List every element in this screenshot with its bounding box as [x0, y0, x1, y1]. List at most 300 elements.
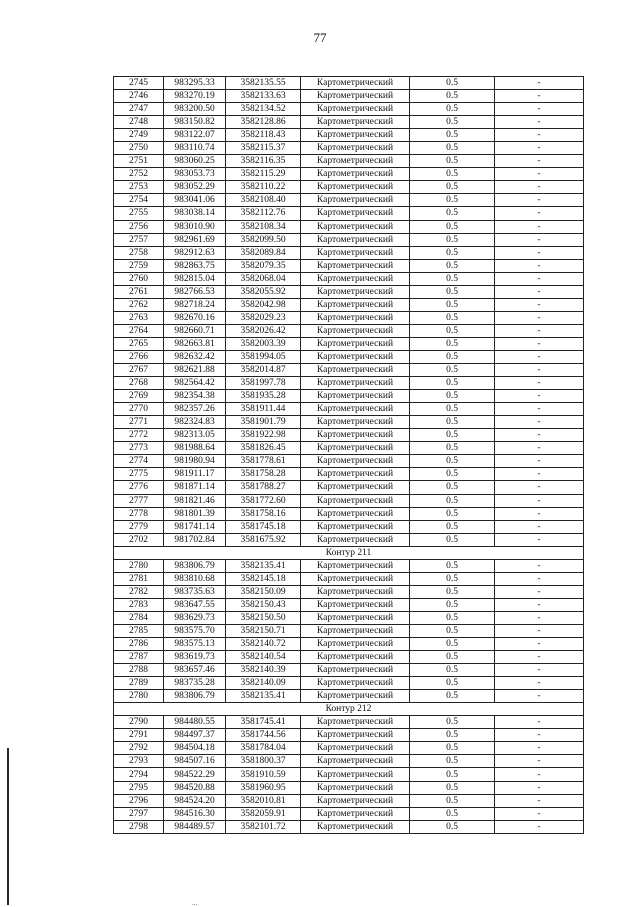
- accuracy-cell: 0.5: [410, 481, 495, 494]
- x-coordinate-cell: 983575.13: [164, 638, 226, 651]
- note-cell: -: [495, 598, 584, 611]
- table-row: [114, 429, 584, 442]
- accuracy-cell: 0.5: [410, 638, 495, 651]
- y-coordinate-cell: 3581744.56: [226, 729, 301, 742]
- x-coordinate-cell: 983052.29: [164, 181, 226, 194]
- accuracy-cell: 0.5: [410, 455, 495, 468]
- accuracy-cell: 0.5: [410, 298, 495, 311]
- x-coordinate-cell: 982912.63: [164, 246, 226, 259]
- note-cell: -: [495, 337, 584, 350]
- x-coordinate-cell: 983122.07: [164, 129, 226, 142]
- method-cell: Картометрический: [301, 116, 410, 129]
- point-number-cell: 2764: [114, 324, 164, 337]
- accuracy-cell: 0.5: [410, 559, 495, 572]
- y-coordinate-cell: 3581994.05: [226, 350, 301, 363]
- table-row: [114, 742, 584, 755]
- note-cell: -: [495, 90, 584, 103]
- method-cell: Картометрический: [301, 377, 410, 390]
- table-row: [114, 77, 584, 90]
- note-cell: -: [495, 481, 584, 494]
- method-cell: Картометрический: [301, 285, 410, 298]
- accuracy-cell: 0.5: [410, 272, 495, 285]
- point-number-cell: 2765: [114, 337, 164, 350]
- method-cell: Картометрический: [301, 611, 410, 624]
- x-coordinate-cell: 984522.29: [164, 768, 226, 781]
- note-cell: -: [495, 624, 584, 637]
- x-coordinate-cell: 982815.04: [164, 272, 226, 285]
- table-row: [114, 350, 584, 363]
- note-cell: -: [495, 116, 584, 129]
- point-number-cell: 2773: [114, 442, 164, 455]
- accuracy-cell: 0.5: [410, 311, 495, 324]
- accuracy-cell: 0.5: [410, 807, 495, 820]
- point-number-cell: 2745: [114, 77, 164, 90]
- y-coordinate-cell: 3581960.95: [226, 781, 301, 794]
- method-cell: Картометрический: [301, 638, 410, 651]
- x-coordinate-cell: 982660.71: [164, 324, 226, 337]
- y-coordinate-cell: 3582003.39: [226, 337, 301, 350]
- x-coordinate-cell: 984480.55: [164, 716, 226, 729]
- point-number-cell: 2777: [114, 494, 164, 507]
- point-number-cell: 2746: [114, 90, 164, 103]
- table-row: [114, 651, 584, 664]
- table-row: [114, 129, 584, 142]
- x-coordinate-cell: 982961.69: [164, 233, 226, 246]
- method-cell: Картометрический: [301, 794, 410, 807]
- note-cell: -: [495, 716, 584, 729]
- y-coordinate-cell: 3581784.04: [226, 742, 301, 755]
- y-coordinate-cell: 3582089.84: [226, 246, 301, 259]
- x-coordinate-cell: 982863.75: [164, 259, 226, 272]
- method-cell: Картометрический: [301, 507, 410, 520]
- y-coordinate-cell: 3582140.39: [226, 664, 301, 677]
- note-cell: -: [495, 755, 584, 768]
- accuracy-cell: 0.5: [410, 259, 495, 272]
- method-cell: Картометрический: [301, 103, 410, 116]
- point-number-cell: 2749: [114, 129, 164, 142]
- method-cell: Картометрический: [301, 168, 410, 181]
- point-number-cell: 2770: [114, 403, 164, 416]
- y-coordinate-cell: 3582059.91: [226, 807, 301, 820]
- accuracy-cell: 0.5: [410, 350, 495, 363]
- x-coordinate-cell: 983810.68: [164, 572, 226, 585]
- x-coordinate-cell: 982621.88: [164, 364, 226, 377]
- point-number-cell: 2702: [114, 533, 164, 546]
- table-row: [114, 181, 584, 194]
- x-coordinate-cell: 983735.28: [164, 677, 226, 690]
- x-coordinate-cell: 983575.70: [164, 624, 226, 637]
- note-cell: -: [495, 285, 584, 298]
- accuracy-cell: 0.5: [410, 651, 495, 664]
- table-row: [114, 572, 584, 585]
- method-cell: Картометрический: [301, 390, 410, 403]
- y-coordinate-cell: 3581772.60: [226, 494, 301, 507]
- point-number-cell: 2756: [114, 220, 164, 233]
- accuracy-cell: 0.5: [410, 690, 495, 703]
- y-coordinate-cell: 3582150.43: [226, 598, 301, 611]
- point-number-cell: 2798: [114, 820, 164, 833]
- x-coordinate-cell: 983806.79: [164, 559, 226, 572]
- note-cell: -: [495, 207, 584, 220]
- accuracy-cell: 0.5: [410, 507, 495, 520]
- accuracy-cell: 0.5: [410, 77, 495, 90]
- note-cell: -: [495, 429, 584, 442]
- y-coordinate-cell: 3582135.41: [226, 559, 301, 572]
- y-coordinate-cell: 3582042.98: [226, 298, 301, 311]
- note-cell: -: [495, 324, 584, 337]
- method-cell: Картометрический: [301, 468, 410, 481]
- method-cell: Картометрический: [301, 716, 410, 729]
- x-coordinate-cell: 983806.79: [164, 690, 226, 703]
- accuracy-cell: 0.5: [410, 416, 495, 429]
- note-cell: -: [495, 246, 584, 259]
- x-coordinate-cell: 981702.84: [164, 533, 226, 546]
- method-cell: Картометрический: [301, 494, 410, 507]
- table-row: [114, 455, 584, 468]
- note-cell: -: [495, 311, 584, 324]
- method-cell: Картометрический: [301, 298, 410, 311]
- note-cell: -: [495, 181, 584, 194]
- accuracy-cell: 0.5: [410, 168, 495, 181]
- point-number-cell: 2779: [114, 520, 164, 533]
- note-cell: -: [495, 638, 584, 651]
- table-row: [114, 533, 584, 546]
- method-cell: Картометрический: [301, 781, 410, 794]
- point-number-cell: 2776: [114, 481, 164, 494]
- point-number-cell: 2797: [114, 807, 164, 820]
- x-coordinate-cell: 982663.81: [164, 337, 226, 350]
- y-coordinate-cell: 3582079.35: [226, 259, 301, 272]
- method-cell: Картометрический: [301, 572, 410, 585]
- note-cell: -: [495, 220, 584, 233]
- point-number-cell: 2789: [114, 677, 164, 690]
- accuracy-cell: 0.5: [410, 116, 495, 129]
- x-coordinate-cell: 981821.46: [164, 494, 226, 507]
- accuracy-cell: 0.5: [410, 729, 495, 742]
- method-cell: Картометрический: [301, 442, 410, 455]
- accuracy-cell: 0.5: [410, 103, 495, 116]
- x-coordinate-cell: 983041.06: [164, 194, 226, 207]
- x-coordinate-cell: 983060.25: [164, 155, 226, 168]
- accuracy-cell: 0.5: [410, 194, 495, 207]
- accuracy-cell: 0.5: [410, 129, 495, 142]
- note-cell: -: [495, 350, 584, 363]
- y-coordinate-cell: 3581922.98: [226, 429, 301, 442]
- x-coordinate-cell: 983629.73: [164, 611, 226, 624]
- note-cell: -: [495, 494, 584, 507]
- x-coordinate-cell: 982354.38: [164, 390, 226, 403]
- note-cell: -: [495, 559, 584, 572]
- table-row: [114, 285, 584, 298]
- x-coordinate-cell: 982670.16: [164, 311, 226, 324]
- note-cell: -: [495, 572, 584, 585]
- accuracy-cell: 0.5: [410, 390, 495, 403]
- note-cell: -: [495, 142, 584, 155]
- accuracy-cell: 0.5: [410, 755, 495, 768]
- y-coordinate-cell: 3581745.41: [226, 716, 301, 729]
- y-coordinate-cell: 3581901.79: [226, 416, 301, 429]
- method-cell: Картометрический: [301, 364, 410, 377]
- method-cell: Картометрический: [301, 677, 410, 690]
- point-number-cell: 2761: [114, 285, 164, 298]
- y-coordinate-cell: 3582108.40: [226, 194, 301, 207]
- method-cell: Картометрический: [301, 181, 410, 194]
- accuracy-cell: 0.5: [410, 611, 495, 624]
- x-coordinate-cell: 982357.26: [164, 403, 226, 416]
- table-row: [114, 337, 584, 350]
- x-coordinate-cell: 983647.55: [164, 598, 226, 611]
- table-row: [114, 611, 584, 624]
- method-cell: Картометрический: [301, 533, 410, 546]
- y-coordinate-cell: 3582010.81: [226, 794, 301, 807]
- method-cell: Картометрический: [301, 729, 410, 742]
- table-row: [114, 729, 584, 742]
- method-cell: Картометрический: [301, 820, 410, 833]
- x-coordinate-cell: 981871.14: [164, 481, 226, 494]
- point-number-cell: 2750: [114, 142, 164, 155]
- method-cell: Картометрический: [301, 233, 410, 246]
- note-cell: -: [495, 781, 584, 794]
- table-row: [114, 507, 584, 520]
- y-coordinate-cell: 3582135.55: [226, 77, 301, 90]
- point-number-cell: 2759: [114, 259, 164, 272]
- point-number-cell: 2771: [114, 416, 164, 429]
- point-number-cell: 2752: [114, 168, 164, 181]
- point-number-cell: 2763: [114, 311, 164, 324]
- table-row: [114, 520, 584, 533]
- method-cell: Картометрический: [301, 259, 410, 272]
- method-cell: Картометрический: [301, 77, 410, 90]
- point-number-cell: 2783: [114, 598, 164, 611]
- point-number-cell: 2780: [114, 559, 164, 572]
- method-cell: Картометрический: [301, 403, 410, 416]
- point-number-cell: 2755: [114, 207, 164, 220]
- y-coordinate-cell: 3581997.78: [226, 377, 301, 390]
- y-coordinate-cell: 3582014.87: [226, 364, 301, 377]
- note-cell: -: [495, 103, 584, 116]
- table-row: [114, 272, 584, 285]
- y-coordinate-cell: 3582145.18: [226, 572, 301, 585]
- point-number-cell: 2753: [114, 181, 164, 194]
- x-coordinate-cell: 981911.17: [164, 468, 226, 481]
- method-cell: Картометрический: [301, 742, 410, 755]
- table-row: [114, 324, 584, 337]
- table-row: [114, 481, 584, 494]
- x-coordinate-cell: 983619.73: [164, 651, 226, 664]
- x-coordinate-cell: 983735.63: [164, 585, 226, 598]
- table-row: [114, 220, 584, 233]
- table-row: [114, 259, 584, 272]
- method-cell: Картометрический: [301, 350, 410, 363]
- accuracy-cell: 0.5: [410, 233, 495, 246]
- point-number-cell: 2794: [114, 768, 164, 781]
- method-cell: Картометрический: [301, 455, 410, 468]
- y-coordinate-cell: 3581911.44: [226, 403, 301, 416]
- note-cell: -: [495, 794, 584, 807]
- y-coordinate-cell: 3582150.09: [226, 585, 301, 598]
- x-coordinate-cell: 984507.16: [164, 755, 226, 768]
- point-number-cell: 2788: [114, 664, 164, 677]
- accuracy-cell: 0.5: [410, 781, 495, 794]
- point-number-cell: 2767: [114, 364, 164, 377]
- point-number-cell: 2781: [114, 572, 164, 585]
- point-number-cell: 2754: [114, 194, 164, 207]
- method-cell: Картометрический: [301, 598, 410, 611]
- table-row: [114, 142, 584, 155]
- note-cell: -: [495, 390, 584, 403]
- note-cell: -: [495, 129, 584, 142]
- method-cell: Картометрический: [301, 651, 410, 664]
- y-coordinate-cell: 3582116.35: [226, 155, 301, 168]
- accuracy-cell: 0.5: [410, 442, 495, 455]
- y-coordinate-cell: 3581910.59: [226, 768, 301, 781]
- method-cell: Картометрический: [301, 194, 410, 207]
- contour-label: Контур 211: [114, 546, 584, 559]
- note-cell: -: [495, 416, 584, 429]
- note-cell: -: [495, 259, 584, 272]
- point-number-cell: 2792: [114, 742, 164, 755]
- accuracy-cell: 0.5: [410, 716, 495, 729]
- note-cell: -: [495, 507, 584, 520]
- x-coordinate-cell: 982324.83: [164, 416, 226, 429]
- table-row: [114, 311, 584, 324]
- x-coordinate-cell: 984504.18: [164, 742, 226, 755]
- table-row: [114, 416, 584, 429]
- method-cell: Картометрический: [301, 129, 410, 142]
- method-cell: Картометрический: [301, 272, 410, 285]
- note-cell: -: [495, 729, 584, 742]
- point-number-cell: 2784: [114, 611, 164, 624]
- method-cell: Картометрический: [301, 559, 410, 572]
- accuracy-cell: 0.5: [410, 377, 495, 390]
- y-coordinate-cell: 3582029.23: [226, 311, 301, 324]
- point-number-cell: 2757: [114, 233, 164, 246]
- note-cell: -: [495, 194, 584, 207]
- table-row: [114, 716, 584, 729]
- x-coordinate-cell: 984497.37: [164, 729, 226, 742]
- method-cell: Картометрический: [301, 624, 410, 637]
- y-coordinate-cell: 3582115.29: [226, 168, 301, 181]
- accuracy-cell: 0.5: [410, 572, 495, 585]
- accuracy-cell: 0.5: [410, 664, 495, 677]
- accuracy-cell: 0.5: [410, 155, 495, 168]
- note-cell: -: [495, 768, 584, 781]
- coordinates-table: [113, 76, 584, 834]
- accuracy-cell: 0.5: [410, 429, 495, 442]
- table-row: [114, 246, 584, 259]
- note-cell: -: [495, 468, 584, 481]
- y-coordinate-cell: 3582150.71: [226, 624, 301, 637]
- note-cell: -: [495, 364, 584, 377]
- point-number-cell: 2769: [114, 390, 164, 403]
- method-cell: Картометрический: [301, 246, 410, 259]
- y-coordinate-cell: 3581745.18: [226, 520, 301, 533]
- method-cell: Картометрический: [301, 416, 410, 429]
- accuracy-cell: 0.5: [410, 142, 495, 155]
- accuracy-cell: 0.5: [410, 403, 495, 416]
- note-cell: -: [495, 742, 584, 755]
- method-cell: Картометрический: [301, 807, 410, 820]
- accuracy-cell: 0.5: [410, 207, 495, 220]
- point-number-cell: 2785: [114, 624, 164, 637]
- note-cell: -: [495, 272, 584, 285]
- contour-label: Контур 212: [114, 703, 584, 716]
- note-cell: -: [495, 520, 584, 533]
- coordinates-table-body: [114, 77, 584, 834]
- page-number: 77: [313, 30, 327, 45]
- y-coordinate-cell: 3582110.22: [226, 181, 301, 194]
- method-cell: Картометрический: [301, 142, 410, 155]
- x-coordinate-cell: 983295.33: [164, 77, 226, 90]
- y-coordinate-cell: 3582055.92: [226, 285, 301, 298]
- point-number-cell: 2762: [114, 298, 164, 311]
- point-number-cell: 2772: [114, 429, 164, 442]
- table-row: [114, 624, 584, 637]
- table-row: [114, 820, 584, 833]
- y-coordinate-cell: 3581758.16: [226, 507, 301, 520]
- accuracy-cell: 0.5: [410, 742, 495, 755]
- y-coordinate-cell: 3582133.63: [226, 90, 301, 103]
- method-cell: Картометрический: [301, 207, 410, 220]
- method-cell: Картометрический: [301, 220, 410, 233]
- y-coordinate-cell: 3581758.28: [226, 468, 301, 481]
- note-cell: -: [495, 168, 584, 181]
- accuracy-cell: 0.5: [410, 285, 495, 298]
- table-row: [114, 377, 584, 390]
- point-number-cell: 2751: [114, 155, 164, 168]
- y-coordinate-cell: 3581800.37: [226, 755, 301, 768]
- y-coordinate-cell: 3582118.43: [226, 129, 301, 142]
- accuracy-cell: 0.5: [410, 520, 495, 533]
- point-number-cell: 2760: [114, 272, 164, 285]
- x-coordinate-cell: 983270.19: [164, 90, 226, 103]
- x-coordinate-cell: 984524.20: [164, 794, 226, 807]
- table-row: [114, 298, 584, 311]
- x-coordinate-cell: 981980.94: [164, 455, 226, 468]
- point-number-cell: 2791: [114, 729, 164, 742]
- table-row: [114, 116, 584, 129]
- binding-margin-line: [7, 748, 9, 905]
- accuracy-cell: 0.5: [410, 768, 495, 781]
- method-cell: Картометрический: [301, 690, 410, 703]
- y-coordinate-cell: 3581935.28: [226, 390, 301, 403]
- note-cell: -: [495, 298, 584, 311]
- table-row: [114, 155, 584, 168]
- x-coordinate-cell: 984489.57: [164, 820, 226, 833]
- note-cell: -: [495, 690, 584, 703]
- note-cell: -: [495, 403, 584, 416]
- table-row: [114, 807, 584, 820]
- point-number-cell: 2782: [114, 585, 164, 598]
- y-coordinate-cell: 3582140.72: [226, 638, 301, 651]
- table-row: [114, 364, 584, 377]
- contour-header-row: [114, 546, 584, 559]
- note-cell: -: [495, 611, 584, 624]
- table-row: [114, 664, 584, 677]
- table-row: [114, 755, 584, 768]
- accuracy-cell: 0.5: [410, 364, 495, 377]
- point-number-cell: 2748: [114, 116, 164, 129]
- y-coordinate-cell: 3582101.72: [226, 820, 301, 833]
- point-number-cell: 2747: [114, 103, 164, 116]
- method-cell: Картометрический: [301, 520, 410, 533]
- note-cell: -: [495, 155, 584, 168]
- method-cell: Картометрический: [301, 90, 410, 103]
- x-coordinate-cell: 983657.46: [164, 664, 226, 677]
- x-coordinate-cell: 983200.50: [164, 103, 226, 116]
- point-number-cell: 2795: [114, 781, 164, 794]
- note-cell: -: [495, 820, 584, 833]
